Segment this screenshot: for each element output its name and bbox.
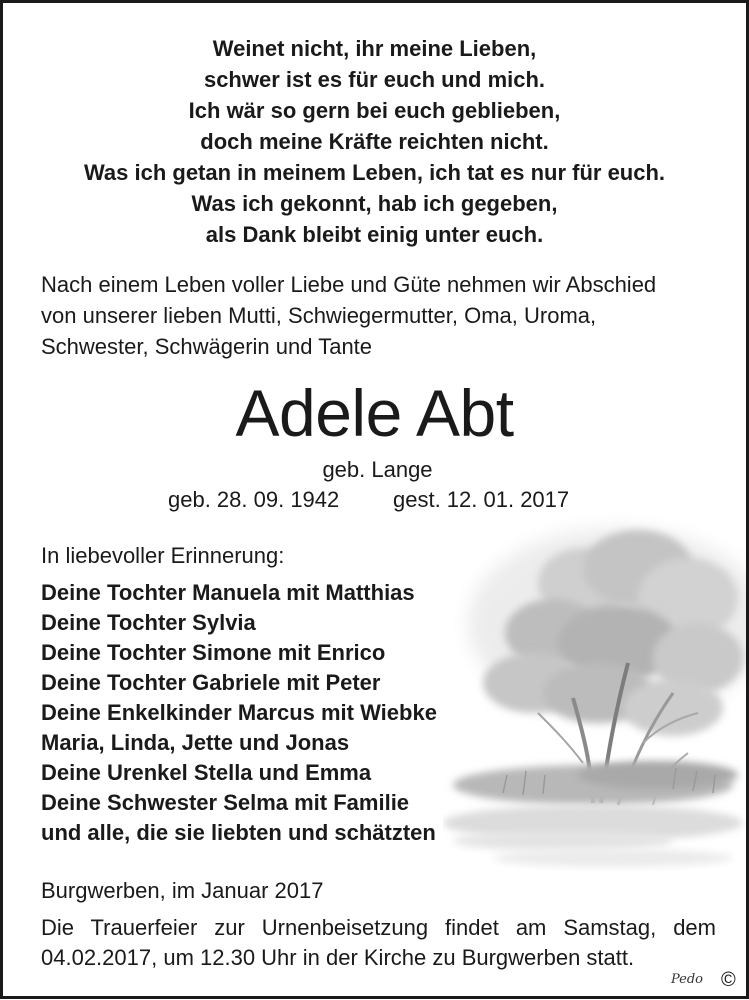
poem-line: doch meine Kräfte reichten nicht. <box>200 129 549 154</box>
poem <box>3 33 746 250</box>
memory-heading: In liebevoller Erinnerung: <box>41 543 285 568</box>
poem-line: als Dank bleibt einig unter euch. <box>205 222 544 247</box>
mourner-line: Deine Enkelkinder Marcus mit Wiebke <box>41 700 437 725</box>
poem-line: schwer ist es für euch und mich. <box>203 67 546 92</box>
mourner-line: Deine Tochter Sylvia <box>41 610 256 635</box>
mourner-line: Deine Urenkel Stella und Emma <box>41 760 372 785</box>
copyright-icon: © <box>721 969 736 991</box>
service-line: 04.02.2017, um 12.30 Uhr in der Kirche zu Burgwerben statt. <box>41 945 635 970</box>
deceased-name: Adele Abt <box>235 376 514 450</box>
watercolor-landscape-icon <box>443 513 746 893</box>
intro-line: von unserer lieben Mutti, Schwiegermutter, Oma, Uroma, <box>41 303 597 328</box>
service-line: Die Trauerfeier zur Urnenbeisetzung findet am Samstag, dem <box>41 915 716 940</box>
poem-line: Was ich gekonnt, hab ich gegeben, <box>191 191 558 216</box>
mourner-line: Deine Tochter Manuela mit Matthias <box>41 580 415 605</box>
poem-line: Weinet nicht, ihr meine Lieben, <box>212 36 537 61</box>
designer-signature: Pedo <box>671 972 704 987</box>
place-date: Burgwerben, im Januar 2017 <box>41 878 324 903</box>
mourners-list <box>41 578 437 848</box>
mourner-line: Maria, Linda, Jette und Jonas <box>41 730 350 755</box>
intro-text <box>41 269 731 362</box>
poem-line: Ich wär so gern bei euch geblieben, <box>188 98 561 123</box>
mourner-line: Deine Tochter Gabriele mit Peter <box>41 670 381 695</box>
intro-line: Schwester, Schwägerin und Tante <box>41 334 373 359</box>
mourner-line: Deine Schwester Selma mit Familie <box>41 790 410 815</box>
mourner-line: und alle, die sie liebten und schätzten <box>41 820 436 845</box>
mourner-line: Deine Tochter Simone mit Enrico <box>41 640 386 665</box>
birth-date: geb. 28. 09. 1942 <box>168 487 340 512</box>
funeral-service-info <box>41 913 716 973</box>
death-date: gest. 12. 01. 2017 <box>393 487 570 512</box>
poem-line: Was ich getan in meinem Leben, ich tat es nur für euch. <box>83 160 666 185</box>
intro-line: Nach einem Leben voller Liebe und Güte nehmen wir Abschied <box>41 272 657 297</box>
maiden-name: geb. Lange <box>322 457 433 482</box>
